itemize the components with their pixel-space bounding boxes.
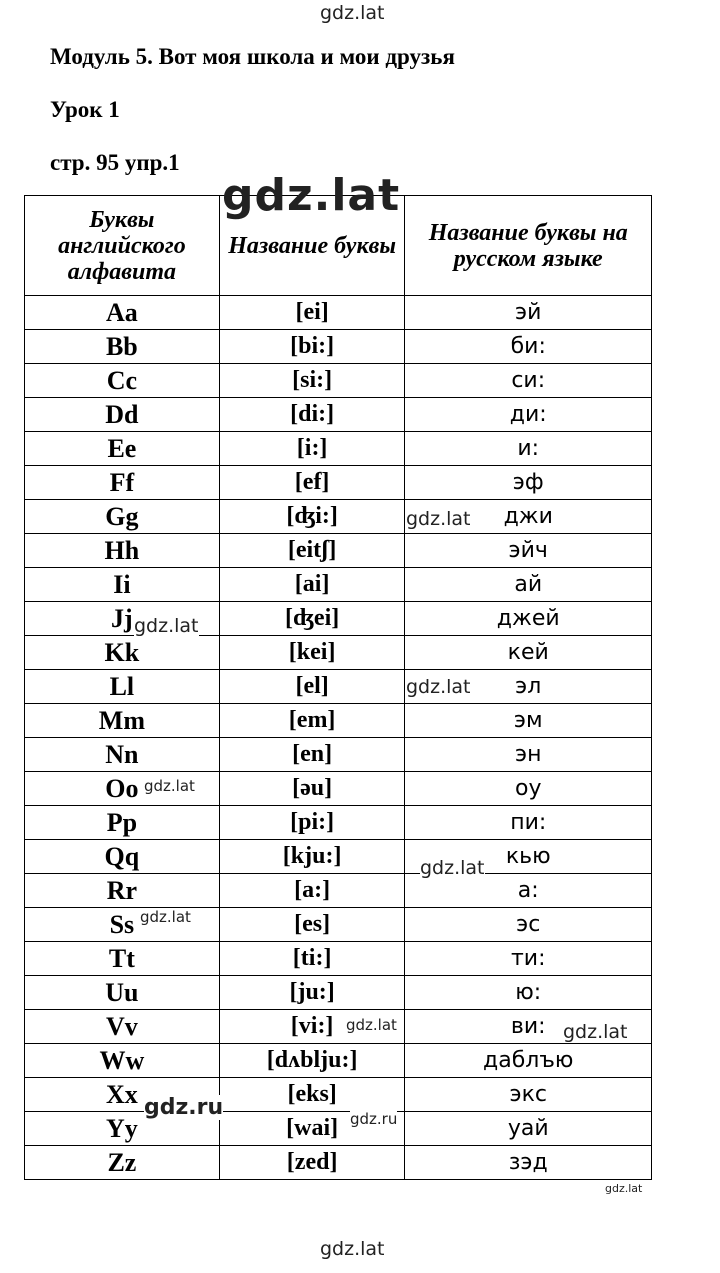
- letter-cell: Oo: [25, 772, 220, 806]
- letter-cell: Vv: [25, 1010, 220, 1044]
- table-row: [25, 1112, 652, 1146]
- table-row: [25, 874, 652, 908]
- letter-name-cell: [əu]: [219, 772, 405, 806]
- table-row: [25, 602, 652, 636]
- letter-name-cell: [eks]: [219, 1078, 405, 1112]
- watermark-overlay: gdz.lat: [420, 857, 485, 879]
- table-row: [25, 1044, 652, 1078]
- letter-cell: Ii: [25, 568, 220, 602]
- table-row: [25, 1078, 652, 1112]
- letter-cell: Dd: [25, 398, 220, 432]
- letter-name-cell: [ʤei]: [219, 602, 405, 636]
- table-row: [25, 1010, 652, 1044]
- lesson-title: Урок 1: [50, 97, 120, 122]
- watermark-gdz-ru-small: gdz.ru: [350, 1110, 398, 1128]
- russian-name-cell: и:: [405, 432, 652, 466]
- table-row: [25, 466, 652, 500]
- header-letter-name: Название буквы: [219, 196, 405, 296]
- letter-name-cell: [em]: [219, 704, 405, 738]
- watermark-overlay: gdz.lat: [563, 1021, 628, 1043]
- page-exercise-label: стр. 95 упр.1: [50, 150, 180, 175]
- watermark-gdz-ru: gdz.ru: [144, 1095, 224, 1120]
- letter-name-cell: [es]: [219, 908, 405, 942]
- watermark-large: gdz.lat: [222, 170, 401, 221]
- russian-name-cell: ай: [405, 568, 652, 602]
- letter-cell: Gg: [25, 500, 220, 534]
- russian-name-cell: кью: [405, 840, 652, 874]
- russian-name-cell: ди:: [405, 398, 652, 432]
- letter-name-cell: [en]: [219, 738, 405, 772]
- letter-cell: Rr: [25, 874, 220, 908]
- table-row: [25, 398, 652, 432]
- letter-cell: Aa: [25, 296, 220, 330]
- letter-cell: Jj: [25, 602, 220, 636]
- letter-cell: Ff: [25, 466, 220, 500]
- table-row: [25, 500, 652, 534]
- russian-name-cell: экс: [405, 1078, 652, 1112]
- watermark-top: gdz.lat: [320, 2, 385, 24]
- watermark-overlay: gdz.lat: [134, 615, 199, 637]
- letter-cell: Pp: [25, 806, 220, 840]
- letter-cell: Xx: [25, 1078, 220, 1112]
- letter-cell: Bb: [25, 330, 220, 364]
- letter-name-cell: [vi:]: [219, 1010, 405, 1044]
- letter-name-cell: [ti:]: [219, 942, 405, 976]
- letter-cell: Zz: [25, 1146, 220, 1180]
- letter-name-cell: [dʌblju:]: [219, 1044, 405, 1078]
- table-row: [25, 806, 652, 840]
- russian-name-cell: джей: [405, 602, 652, 636]
- russian-name-cell: эф: [405, 466, 652, 500]
- letter-cell: Qq: [25, 840, 220, 874]
- letter-cell: Ss: [25, 908, 220, 942]
- table-row: [25, 568, 652, 602]
- letter-cell: Yy: [25, 1112, 220, 1146]
- letter-name-cell: [ai]: [219, 568, 405, 602]
- letter-cell: Nn: [25, 738, 220, 772]
- russian-name-cell: ти:: [405, 942, 652, 976]
- letter-cell: Ee: [25, 432, 220, 466]
- letter-name-cell: [ei]: [219, 296, 405, 330]
- letter-cell: Uu: [25, 976, 220, 1010]
- letter-name-cell: [si:]: [219, 364, 405, 398]
- russian-name-cell: пи:: [405, 806, 652, 840]
- russian-name-cell: джи: [405, 500, 652, 534]
- russian-name-cell: эйч: [405, 534, 652, 568]
- table-row: [25, 908, 652, 942]
- letter-cell: Ww: [25, 1044, 220, 1078]
- alphabet-table: [24, 195, 652, 1180]
- letter-name-cell: [ju:]: [219, 976, 405, 1010]
- letter-name-cell: [kju:]: [219, 840, 405, 874]
- table-row: [25, 704, 652, 738]
- russian-name-cell: си:: [405, 364, 652, 398]
- letter-name-cell: [ef]: [219, 466, 405, 500]
- russian-name-cell: эй: [405, 296, 652, 330]
- russian-name-cell: эл: [405, 670, 652, 704]
- letter-name-cell: [i:]: [219, 432, 405, 466]
- russian-name-cell: эс: [405, 908, 652, 942]
- letter-cell: Tt: [25, 942, 220, 976]
- russian-name-cell: ю:: [405, 976, 652, 1010]
- letter-cell: Kk: [25, 636, 220, 670]
- letter-name-cell: [pi:]: [219, 806, 405, 840]
- table-row: [25, 976, 652, 1010]
- watermark-tiny: gdz.lat: [605, 1182, 643, 1195]
- russian-name-cell: уай: [405, 1112, 652, 1146]
- russian-name-cell: даблъю: [405, 1044, 652, 1078]
- table-row: [25, 738, 652, 772]
- module-title: Модуль 5. Вот моя школа и мои друзья: [50, 44, 455, 69]
- letter-name-cell: [kei]: [219, 636, 405, 670]
- letter-name-cell: [wai]: [219, 1112, 405, 1146]
- letter-name-cell: [zed]: [219, 1146, 405, 1180]
- table-row: [25, 840, 652, 874]
- table-row: [25, 432, 652, 466]
- table-row: [25, 772, 652, 806]
- table-row: [25, 636, 652, 670]
- table-row: [25, 670, 652, 704]
- letter-cell: Mm: [25, 704, 220, 738]
- letter-name-cell: [eitʃ]: [219, 534, 405, 568]
- russian-name-cell: ви:: [405, 1010, 652, 1044]
- russian-name-cell: би:: [405, 330, 652, 364]
- watermark-overlay: gdz.lat: [406, 508, 471, 530]
- letter-name-cell: [ʤi:]: [219, 500, 405, 534]
- watermark-overlay: gdz.lat: [346, 1016, 397, 1034]
- watermark-overlay: gdz.lat: [406, 676, 471, 698]
- russian-name-cell: эм: [405, 704, 652, 738]
- letter-cell: Cc: [25, 364, 220, 398]
- table-row: [25, 330, 652, 364]
- header-russian-name: Название буквы на русском языке: [405, 196, 652, 296]
- watermark-overlay: gdz.lat: [144, 777, 195, 795]
- letter-name-cell: [a:]: [219, 874, 405, 908]
- watermark-overlay: gdz.lat: [140, 908, 191, 926]
- letter-cell: Hh: [25, 534, 220, 568]
- letter-cell: Ll: [25, 670, 220, 704]
- russian-name-cell: эн: [405, 738, 652, 772]
- table-row: [25, 296, 652, 330]
- letter-name-cell: [di:]: [219, 398, 405, 432]
- letter-name-cell: [bi:]: [219, 330, 405, 364]
- table-row: [25, 364, 652, 398]
- table-row: [25, 534, 652, 568]
- russian-name-cell: кей: [405, 636, 652, 670]
- header-letters: Буквы английского алфавита: [25, 196, 220, 296]
- letter-name-cell: [el]: [219, 670, 405, 704]
- russian-name-cell: зэд: [405, 1146, 652, 1180]
- watermark-bottom: gdz.lat: [320, 1238, 385, 1260]
- table-row: [25, 942, 652, 976]
- russian-name-cell: а:: [405, 874, 652, 908]
- russian-name-cell: оу: [405, 772, 652, 806]
- table-row: [25, 1146, 652, 1180]
